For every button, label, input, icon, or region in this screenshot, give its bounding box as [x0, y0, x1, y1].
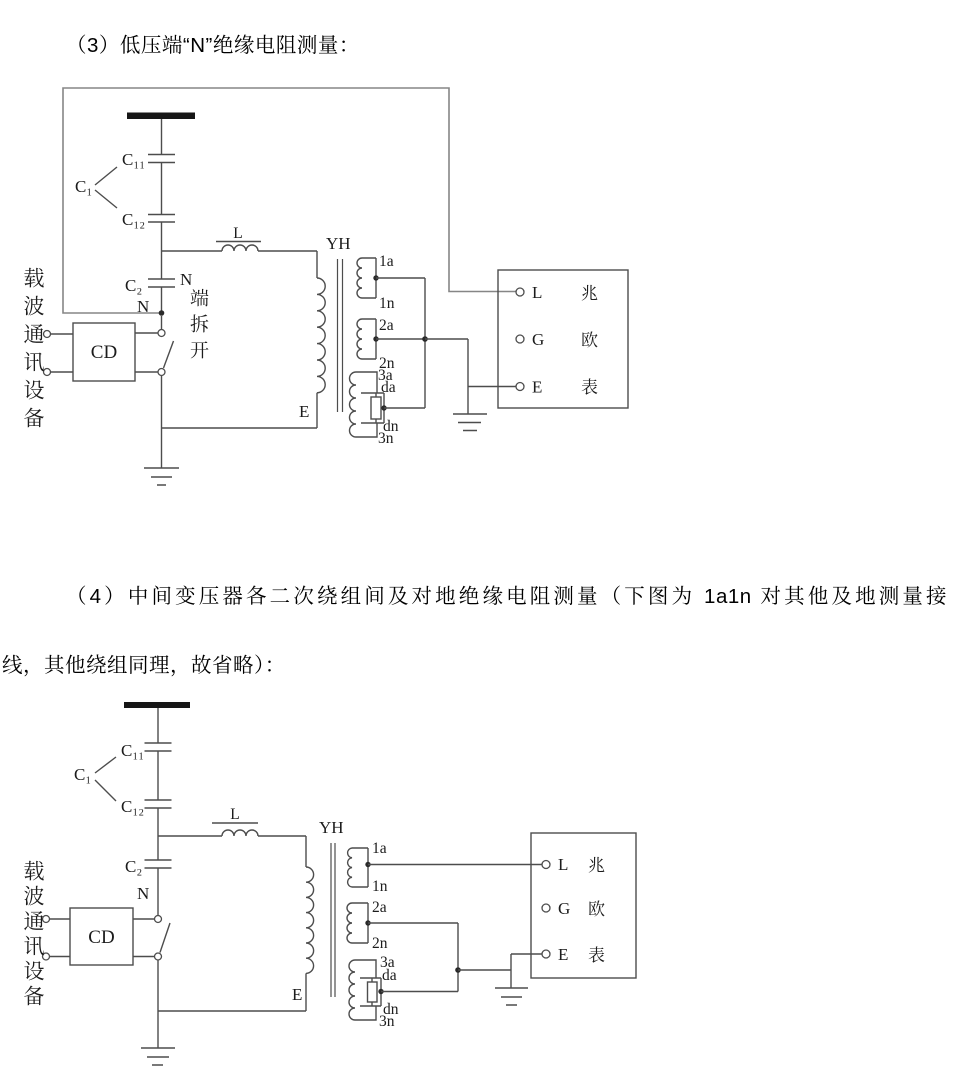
label-dn: dn [383, 1001, 399, 1018]
switch-blade [164, 341, 174, 368]
label-c12: C₁₂ [122, 210, 146, 229]
label-n-node: N [137, 884, 150, 903]
label-dn: dn [383, 418, 399, 435]
label-c11: C₁₁ [121, 741, 145, 760]
label-1n: 1n [372, 878, 388, 895]
label-3n: 3n [378, 430, 394, 447]
carrier-device-label: 载波通讯设备 [21, 860, 45, 1010]
switch-lower-terminal [158, 369, 165, 376]
label-n-node: N [137, 297, 150, 316]
label-da: da [381, 379, 396, 396]
primary-winding-coil [306, 867, 314, 973]
diagram-winding-test [0, 690, 700, 1084]
label-primary-e: E [292, 985, 303, 1004]
megohmmeter [498, 270, 628, 408]
inductor-coil [222, 830, 258, 836]
label-terminal-e: E [532, 377, 543, 397]
label-c2: C₂ [125, 276, 143, 295]
label-inductor: L [233, 225, 243, 242]
secondary-winding-2-coil [347, 903, 352, 943]
capacitor-c11-symbol [148, 155, 175, 163]
ground-symbol-main [141, 1048, 175, 1065]
switch-blade [160, 923, 170, 953]
megohmmeter [531, 833, 636, 978]
label-1n: 1n [379, 295, 395, 312]
label-megger-zhao: 兆 [588, 856, 605, 875]
label-da: da [382, 967, 397, 984]
secondary-winding-1-short [352, 848, 368, 887]
label-transformer-yh: YH [326, 234, 351, 253]
damping-resistor [371, 397, 381, 419]
label-c1: C₁ [75, 177, 93, 196]
label-n-terminal: N [180, 270, 193, 289]
secondary-winding-2-coil [357, 319, 362, 359]
c1-bracket [95, 167, 117, 208]
n-node-dot [159, 310, 165, 316]
secondary-winding-1-coil [348, 848, 352, 887]
megger-e-lead-wire [425, 339, 516, 414]
label-3a: 3a [380, 954, 395, 971]
label-c11: C₁₁ [122, 150, 146, 169]
ground-symbol-main [144, 468, 179, 485]
label-2n: 2n [379, 355, 395, 372]
hv-busbar [127, 113, 195, 120]
section-4-heading-line1: （4）中间变压器各二次绕组间及对地绝缘电阻测量（下图为 1a1n 对其他及地测量接 [66, 585, 947, 608]
label-megger-ou: 欧 [588, 900, 605, 919]
label-1a: 1a [379, 253, 394, 270]
label-terminal-l: L [532, 283, 543, 302]
secondary-winding-3-coil [349, 960, 355, 1020]
megger-terminal-e [516, 383, 524, 391]
label-3n: 3n [379, 1013, 395, 1030]
secondary-winding-1-coil [357, 258, 362, 298]
capacitor-c12-symbol [145, 800, 172, 808]
carrier-device-label: 载波通讯设备 [21, 267, 45, 435]
label-terminal-g: G [532, 330, 545, 349]
label-cd: CD [88, 927, 115, 948]
switch-upper-terminal [158, 330, 165, 337]
megger-e-lead-wire [458, 954, 542, 988]
hv-busbar [124, 702, 190, 708]
capacitor-c12-symbol [148, 215, 175, 223]
label-1a: 1a [372, 840, 387, 857]
label-inductor: L [230, 806, 240, 823]
label-megger-ou: 欧 [581, 331, 598, 350]
megger-terminal-g [542, 904, 550, 912]
capacitor-c2-symbol [148, 279, 175, 287]
damping-resistor [368, 982, 378, 1002]
section-3-heading: （3）低压端“N”绝缘电阻测量： [66, 34, 360, 57]
transformer-core [331, 843, 335, 997]
label-3a: 3a [378, 367, 393, 384]
diagram-n-terminal-test [0, 80, 700, 500]
label-terminal-g: G [558, 899, 571, 918]
c1-bracket [95, 757, 116, 801]
label-c1: C₁ [74, 765, 92, 784]
transformer-core [338, 259, 343, 412]
label-c12: C₁₂ [121, 797, 145, 816]
ground-symbol-megger [495, 988, 528, 1005]
n-open-note: 端拆开 [187, 288, 208, 366]
megger-terminal-e [542, 950, 550, 958]
capacitor-c2-symbol [145, 860, 172, 868]
label-2a: 2a [372, 899, 387, 916]
label-cd: CD [90, 342, 118, 363]
label-2n: 2n [372, 935, 388, 952]
label-terminal-e: E [558, 945, 569, 964]
label-c2: C₂ [125, 857, 143, 876]
primary-winding-coil [317, 278, 325, 393]
label-primary-e: E [299, 402, 310, 421]
switch-upper-terminal [155, 916, 162, 923]
ground-symbol-megger [453, 414, 487, 431]
label-megger-biao: 表 [581, 378, 598, 397]
section-4-heading-line2: 线，其他绕组同理，故省略）： [2, 654, 286, 677]
ground-return-wire [162, 428, 318, 468]
inductor-coil [222, 245, 258, 251]
capacitor-c11-symbol [145, 743, 172, 751]
label-megger-zhao: 兆 [581, 284, 598, 303]
switch-lower-terminal [155, 953, 162, 960]
label-megger-biao: 表 [588, 946, 605, 965]
secondary-winding-3-coil [350, 372, 356, 437]
label-transformer-yh: YH [319, 818, 344, 837]
label-terminal-l: L [558, 855, 569, 874]
megger-terminal-l [542, 861, 550, 869]
megger-terminal-g [516, 335, 524, 343]
label-2a: 2a [379, 317, 394, 334]
megger-terminal-l [516, 288, 524, 296]
